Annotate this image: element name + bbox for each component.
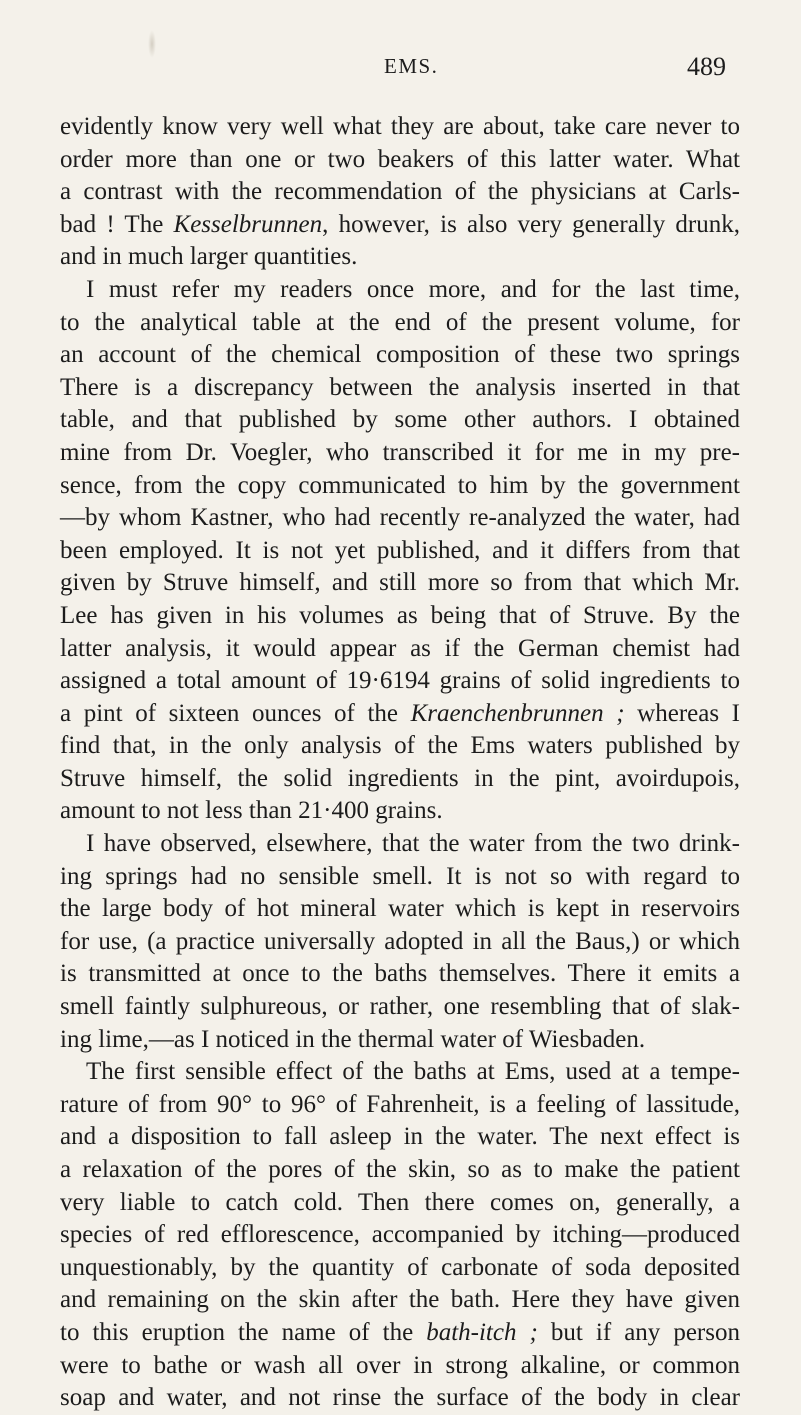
page-header [60,54,740,94]
text-line [60,209,740,242]
text-line: a contrast with the recommendation of the physicians at Carls- [60,178,740,206]
text-line: evidently know very well what they are about, take care never to [60,113,740,140]
text-line: The first sensible effect of the baths at Ems, used at a tempe- [86,1058,740,1086]
text-line: were to bathe or wash all over in strong alkaline, or common [60,1351,740,1379]
italic-term: bath-itch ; [426,1318,538,1346]
text-line: and a disposition to fall asleep in the water. The next effect is [60,1123,740,1151]
text-line: ing lime,—as I noticed in the thermal water of Wiesbaden. [60,1025,646,1053]
text-line: soap and water, and not rinse the surface of the body in clear [60,1384,740,1412]
text-line: ing springs had no sensible smell. It is not so with regard to [60,862,740,890]
body-text [60,111,740,1415]
text-line: find that, in the only analysis of the Ems waters published by [60,732,740,760]
text-line: very liable to catch cold. Then there comes on, generally, a [60,1188,740,1216]
text-line [60,1317,740,1350]
text-line: rature of from 90° to 96° of Fahrenheit, is a feeling of lassitude, [60,1090,740,1118]
text-line-segment: to this eruption the name of the [60,1318,427,1346]
text-line: to the analytical table at the end of the present volume, for [60,308,740,336]
text-line: a relaxation of the pores of the skin, so as to make the patient [60,1156,740,1183]
text-line [60,698,740,731]
text-line-segment: bad ! The [60,210,174,238]
text-line-segment: a pint of sixteen ounces of the [60,699,411,727]
text-line: Struve himself, the solid ingredients in the pint, avoirdupois, [60,764,740,792]
text-line: I have observed, elsewhere, that the water from the two drink- [86,830,740,858]
text-line: table, and that published by some other authors. I obtained [60,406,740,434]
text-line: and remaining on the skin after the bath. Here they have given [60,1286,740,1314]
text-line-segment: , however, is also very generally drunk, [322,210,740,238]
text-line: assigned a total amount of 19·6194 grains of solid ingredients to [60,667,740,695]
text-line: an account of the chemical composition of these two springs [60,341,740,369]
text-line: given by Struve himself, and still more so from that which Mr. [60,569,740,597]
text-line: I must refer my readers once more, and for the last time, [86,275,740,303]
text-line-segment: whereas I [624,699,741,727]
text-line: the large body of hot mineral water which is kept in reservoirs [60,895,740,923]
text-line: mine from Dr. Voegler, who transcribed it for me in my pre- [60,438,740,466]
text-line: order more than one or two beakers of this latter water. What [60,145,740,173]
text-line: species of red efflorescence, accompanied by itching—produced [60,1221,740,1249]
italic-term: Kesselbrunnen [173,210,323,238]
text-line: smell faintly sulphureous, or rather, one resembling that of slak- [60,993,740,1021]
page-number: 489 [687,52,726,81]
text-line: for use, (a practice universally adopted in all the Baus,) or which [60,927,740,955]
text-line: Lee has given in his volumes as being that of Struve. By the [60,601,740,629]
text-line-segment: but if any person [537,1318,740,1346]
italic-term: Kraenchenbrunnen ; [410,699,625,727]
text-line: unquestionably, by the quantity of carbonate of soda deposited [60,1253,740,1281]
text-line: sence, from the copy communicated to him by the government [60,471,740,499]
text-line: and in much larger quantities. [60,243,358,271]
text-line: latter analysis, it would appear as if the German chemist had [60,634,740,662]
text-line: There is a discrepancy between the analysis inserted in that [60,373,740,401]
text-line: —by whom Kastner, who had recently re-analyzed the water, had [60,504,740,532]
text-line: been employed. It is not yet published, and it differs from that [60,536,740,564]
running-head: EMS. [384,54,439,78]
text-line: amount to not less than 21·400 grains. [60,797,443,825]
text-line: is transmitted at once to the baths themselves. There it emits a [60,960,740,988]
